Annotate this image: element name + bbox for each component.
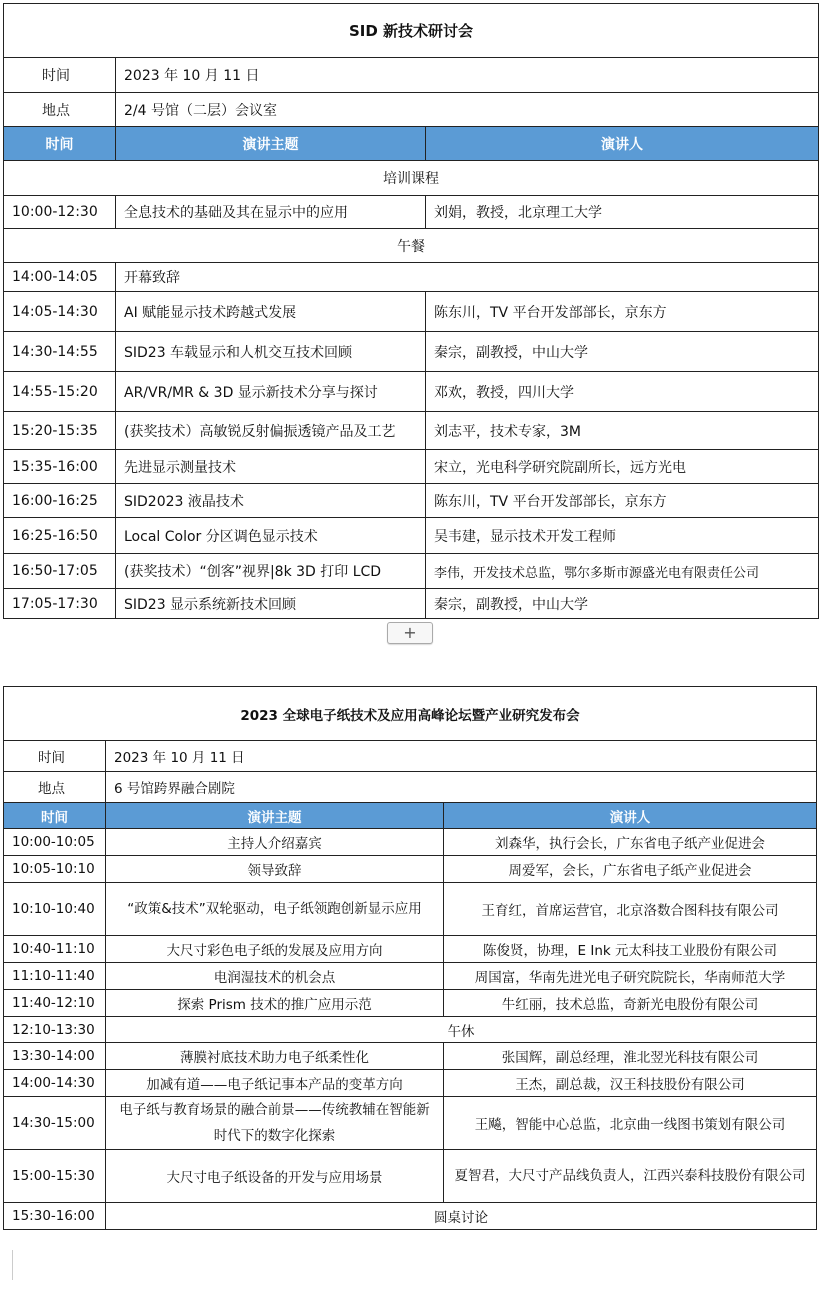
table-row (4, 484, 819, 518)
row-time: 12:10-13:30 (4, 1017, 106, 1043)
place-value: 2/4 号馆（二层）会议室 (116, 93, 819, 127)
table-row (4, 1017, 817, 1043)
place-value: 6 号馆跨界融合剧院 (106, 772, 817, 803)
header-speaker: 演讲人 (426, 127, 819, 161)
row-topic: 主持人介绍嘉宾 (106, 829, 444, 856)
row-time: 16:25-16:50 (4, 518, 116, 554)
row-speaker: 夏智君，大尺寸产品线负责人，江西兴泰科技股份有限公司 (444, 1150, 817, 1203)
table-row (4, 1150, 817, 1203)
row-topic: 探索 Prism 技术的推广应用示范 (106, 990, 444, 1017)
place-label: 地点 (4, 772, 106, 803)
row-topic: 开幕致辞 (116, 263, 819, 292)
row-time: 15:35-16:00 (4, 450, 116, 484)
section-lunch: 午餐 (4, 229, 819, 263)
row-time: 13:30-14:00 (4, 1043, 106, 1070)
row-topic: 薄膜衬底技术助力电子纸柔性化 (106, 1043, 444, 1070)
row-time: 15:00-15:30 (4, 1150, 106, 1203)
table-row (4, 332, 819, 372)
row-speaker: 邓欢，教授，四川大学 (426, 372, 819, 412)
row-topic: 圆桌讨论 (106, 1203, 817, 1230)
time-value: 2023 年 10 月 11 日 (116, 58, 819, 93)
header-row (4, 127, 819, 161)
row-time: 15:30-16:00 (4, 1203, 106, 1230)
row-speaker: 陈东川，TV 平台开发部部长，京东方 (426, 292, 819, 332)
epaper-forum-table (3, 686, 817, 1230)
row-time: 16:00-16:25 (4, 484, 116, 518)
header-row (4, 803, 817, 829)
row-topic: 电润湿技术的机会点 (106, 963, 444, 990)
row-topic: AI 赋能显示技术跨越式发展 (116, 292, 426, 332)
row-speaker: 张国辉，副总经理，淮北翌光科技有限公司 (444, 1043, 817, 1070)
row-time: 11:10-11:40 (4, 963, 106, 990)
header-topic: 演讲主题 (106, 803, 444, 829)
header-speaker: 演讲人 (444, 803, 817, 829)
row-time: 10:00-12:30 (4, 196, 116, 229)
row-time: 14:30-14:55 (4, 332, 116, 372)
row-topic: SID23 车载显示和人机交互技术回顾 (116, 332, 426, 372)
time-value: 2023 年 10 月 11 日 (106, 741, 817, 772)
row-time: 10:00-10:05 (4, 829, 106, 856)
row-topic: AR/VR/MR & 3D 显示新技术分享与探讨 (116, 372, 426, 412)
row-topic: (获奖技术）高敏锐反射偏振透镜产品及工艺 (116, 412, 426, 450)
place-label: 地点 (4, 93, 116, 127)
row-speaker: 李伟，开发技术总监，鄂尔多斯市源盛光电有限责任公司 (426, 554, 819, 589)
row-topic: 全息技术的基础及其在显示中的应用 (116, 196, 426, 229)
table-row (4, 990, 817, 1017)
table-row (4, 1097, 817, 1150)
row-speaker: 秦宗，副教授，中山大学 (426, 589, 819, 619)
row-speaker: 秦宗，副教授，中山大学 (426, 332, 819, 372)
row-speaker: 刘森华，执行会长，广东省电子纸产业促进会 (444, 829, 817, 856)
row-time: 14:55-15:20 (4, 372, 116, 412)
time-label: 时间 (4, 58, 116, 93)
row-time: 14:00-14:30 (4, 1070, 106, 1097)
table-row (4, 936, 817, 963)
table-title: 2023 全球电子纸技术及应用高峰论坛暨产业研究发布会 (4, 687, 817, 741)
row-speaker: 王飚，智能中心总监，北京曲一线图书策划有限公司 (444, 1097, 817, 1150)
row-speaker: 吴韦建，显示技术开发工程师 (426, 518, 819, 554)
row-time: 10:40-11:10 (4, 936, 106, 963)
row-time: 16:50-17:05 (4, 554, 116, 589)
row-time: 15:20-15:35 (4, 412, 116, 450)
row-topic: (获奖技术）“创客”视界|8k 3D 打印 LCD (116, 554, 426, 589)
row-topic: SID2023 液晶技术 (116, 484, 426, 518)
table-row (4, 196, 819, 229)
page-edge-marker (12, 1250, 13, 1280)
row-topic: “政策&技术”双轮驱动，电子纸领跑创新显示应用 (106, 883, 444, 936)
row-topic: 午休 (106, 1017, 817, 1043)
table-row (4, 263, 819, 292)
row-speaker: 陈东川，TV 平台开发部部长，京东方 (426, 484, 819, 518)
table-title: SID 新技术研讨会 (4, 4, 819, 58)
row-topic: Local Color 分区调色显示技术 (116, 518, 426, 554)
row-time: 14:05-14:30 (4, 292, 116, 332)
row-topic: 电子纸与教育场景的融合前景——传统教辅在智能新时代下的数字化探索 (106, 1097, 444, 1150)
table-row (4, 292, 819, 332)
row-speaker: 王育红，首席运营官，北京洛数合图科技有限公司 (444, 883, 817, 936)
row-speaker: 周国富，华南先进光电子研究院院长，华南师范大学 (444, 963, 817, 990)
row-speaker: 陈俊贤，协理，E Ink 元太科技工业股份有限公司 (444, 936, 817, 963)
row-speaker: 宋立，光电科学研究院副所长，远方光电 (426, 450, 819, 484)
row-speaker: 周爱军，会长，广东省电子纸产业促进会 (444, 856, 817, 883)
section-training: 培训课程 (4, 161, 819, 196)
table-row (4, 412, 819, 450)
table-row (4, 518, 819, 554)
header-time: 时间 (4, 803, 106, 829)
table-row (4, 554, 819, 589)
table-row (4, 450, 819, 484)
row-time: 14:30-15:00 (4, 1097, 106, 1150)
table-row (4, 372, 819, 412)
table-row (4, 856, 817, 883)
row-speaker: 牛红丽，技术总监，奇新光电股份有限公司 (444, 990, 817, 1017)
row-time: 10:10-10:40 (4, 883, 106, 936)
row-speaker: 刘娟，教授，北京理工大学 (426, 196, 819, 229)
row-topic: SID23 显示系统新技术回顾 (116, 589, 426, 619)
header-topic: 演讲主题 (116, 127, 426, 161)
table-row (4, 1043, 817, 1070)
header-time: 时间 (4, 127, 116, 161)
table-row (4, 963, 817, 990)
table-row (4, 829, 817, 856)
add-row-button[interactable]: + (387, 622, 433, 644)
row-topic: 大尺寸电子纸设备的开发与应用场景 (106, 1150, 444, 1203)
row-topic: 大尺寸彩色电子纸的发展及应用方向 (106, 936, 444, 963)
row-topic: 领导致辞 (106, 856, 444, 883)
row-time: 11:40-12:10 (4, 990, 106, 1017)
sid-seminar-table (3, 3, 819, 619)
row-speaker: 刘志平，技术专家，3M (426, 412, 819, 450)
row-topic: 加减有道——电子纸记事本产品的变革方向 (106, 1070, 444, 1097)
table-row (4, 1203, 817, 1230)
row-speaker: 王杰，副总裁，汉王科技股份有限公司 (444, 1070, 817, 1097)
time-label: 时间 (4, 741, 106, 772)
row-topic: 先进显示测量技术 (116, 450, 426, 484)
table-row (4, 1070, 817, 1097)
row-time: 14:00-14:05 (4, 263, 116, 292)
table-row (4, 589, 819, 619)
row-time: 17:05-17:30 (4, 589, 116, 619)
table-row (4, 883, 817, 936)
row-time: 10:05-10:10 (4, 856, 106, 883)
